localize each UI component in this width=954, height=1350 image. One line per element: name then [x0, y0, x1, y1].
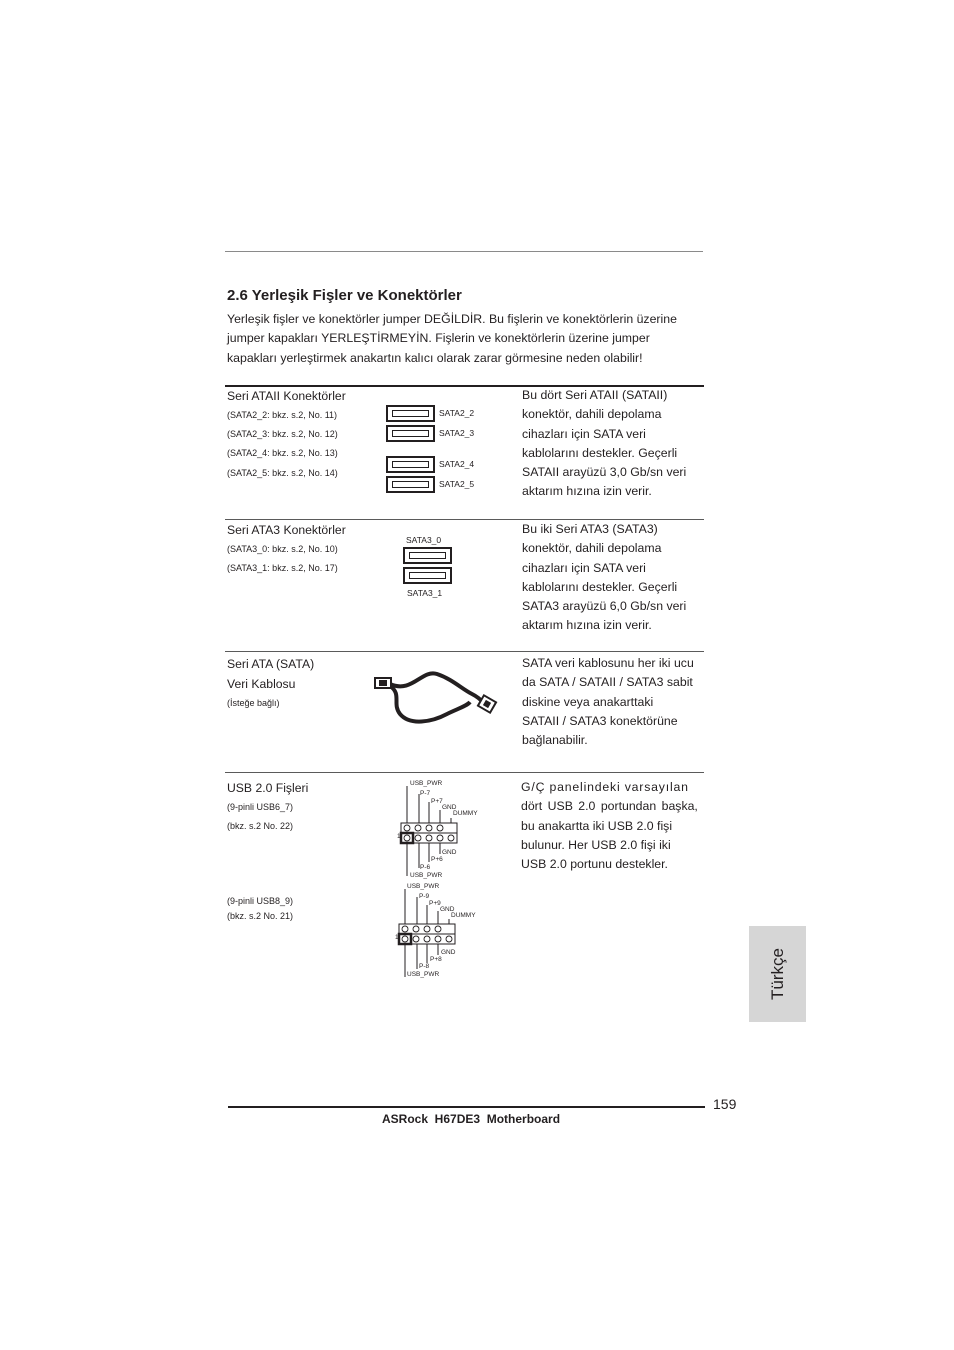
sataii-ref: (SATA2_2: bkz. s.2, No. 11) — [227, 410, 338, 420]
sata-port-icon — [386, 456, 435, 473]
desc-line: Bu iki Seri ATA3 (SATA3) — [522, 522, 658, 536]
desc-line: bağlanabilir. — [522, 733, 588, 748]
sataii-ref: (SATA2_5: bkz. s.2, No. 14) — [227, 468, 338, 478]
sata-port-label: SATA2_2 — [439, 408, 475, 418]
pin-label: GND — [442, 804, 457, 811]
desc-line: da SATA / SATAII / SATA3 sabit — [522, 675, 693, 690]
desc-line: SATA3 arayüzü 6,0 Gb/sn veri — [522, 599, 687, 614]
language-tab-label: Türkçe — [767, 948, 787, 1000]
desc-line: dört USB 2.0 portundan başka, — [521, 799, 698, 814]
sataii-description — [522, 386, 706, 502]
usb-ref: (bkz. s.2 No. 22) — [227, 821, 294, 831]
sata-port-label: SATA2_5 — [439, 479, 475, 489]
sata-port-icon — [386, 476, 435, 493]
sata-port-icon — [403, 567, 452, 584]
desc-line: SATAII arayüzü 3,0 Gb/sn veri — [522, 465, 687, 480]
sata-port-icon — [386, 425, 435, 442]
language-tab — [749, 926, 806, 1022]
sata-port-label: SATA3_0 — [406, 535, 442, 545]
desc-line: bulunur. Her USB 2.0 fişi iki — [521, 837, 671, 852]
intro-line: Yerleşik fişler ve konektörler jumper DEĞİLDİR. Bu fişlerin ve konektörlerin üzerine — [227, 312, 677, 326]
pin-label: P-8 — [419, 963, 430, 970]
top-divider — [225, 251, 703, 252]
pin-label: USB_PWR — [407, 883, 440, 890]
pin-label: P+6 — [431, 856, 443, 863]
desc-line: aktarım hızına izin verir. — [522, 618, 652, 633]
pin-label: P-9 — [419, 893, 430, 900]
sata-port-label: SATA2_4 — [439, 459, 475, 469]
sata-port-label: SATA2_3 — [439, 428, 475, 438]
cable-label: Veri Kablosu — [227, 677, 296, 691]
pin-label: P-7 — [420, 790, 431, 797]
intro-paragraph — [227, 310, 707, 368]
pin-label: P+8 — [430, 956, 442, 963]
desc-line: USB 2.0 portunu destekler. — [521, 857, 668, 872]
pin-label: P+7 — [431, 798, 443, 805]
cable-note: (İsteğe bağlı) — [227, 698, 280, 708]
cable-label: Seri ATA (SATA) — [227, 657, 315, 671]
section-title: 2.6 Yerleşik Fişler ve Konektörler — [227, 287, 462, 304]
pin-label: USB_PWR — [410, 872, 443, 879]
pin-label: DUMMY — [451, 912, 476, 919]
sata-port-icon — [403, 547, 452, 564]
desc-line: cihazları için SATA veri — [522, 560, 646, 575]
pin-label: GND — [441, 949, 456, 956]
desc-line: kablolarını destekler. Geçerli — [522, 579, 678, 594]
pin-label: DUMMY — [453, 810, 478, 817]
sataii-label: Seri ATAII Konektörler — [227, 389, 346, 403]
desc-line: konektör, dahili depolama — [522, 407, 662, 422]
usb-label: USB 2.0 Fişleri — [227, 781, 309, 795]
usb-description — [521, 778, 703, 874]
desc-line: Bu dört Seri ATAII (SATAII) — [522, 388, 668, 402]
page-number: 159 — [713, 1096, 737, 1112]
pin-one-marker: 1 — [397, 833, 401, 840]
usb-ref: (9-pinli USB8_9) — [227, 896, 294, 906]
usb-header-lines — [393, 883, 483, 983]
desc-line: G/Ç panelindeki varsayılan — [521, 780, 689, 794]
sata-cable-icon — [372, 664, 498, 734]
sata3-ref: (SATA3_1: bkz. s.2, No. 17) — [227, 563, 338, 573]
desc-line: kablolarını destekler. Geçerli — [522, 445, 678, 460]
usb-header-diagram — [393, 883, 483, 983]
pin-label: USB_PWR — [407, 971, 440, 978]
pin-label: P+9 — [429, 900, 441, 907]
sata3-ref: (SATA3_0: bkz. s.2, No. 10) — [227, 544, 338, 554]
usb-header-lines — [395, 780, 485, 880]
desc-line: diskine veya anakarttaki — [522, 694, 654, 709]
pin-one-marker: 1 — [395, 934, 399, 941]
sata3-description — [522, 520, 706, 636]
desc-line: bu anakartta iki USB 2.0 fişi — [521, 818, 673, 833]
usb-ref: (bkz. s.2 No. 21) — [227, 911, 294, 921]
cable-description — [522, 654, 706, 750]
desc-line: SATAII / SATA3 konektörüne — [522, 713, 678, 728]
section-divider — [225, 772, 704, 773]
pin-label: GND — [442, 849, 457, 856]
desc-line: konektör, dahili depolama — [522, 541, 662, 556]
sataii-ref: (SATA2_3: bkz. s.2, No. 12) — [227, 429, 338, 439]
usb-ref: (9-pinli USB6_7) — [227, 802, 294, 812]
footer-title: ASRock H67DE3 Motherboard — [382, 1112, 561, 1126]
section-divider — [225, 651, 704, 652]
usb-header-diagram — [395, 780, 485, 880]
pin-label: P-6 — [420, 864, 431, 871]
pin-label: GND — [440, 906, 455, 913]
sata-port-icon — [386, 405, 435, 422]
desc-line: cihazları için SATA veri — [522, 426, 646, 441]
desc-line: aktarım hızına izin verir. — [522, 484, 652, 499]
intro-line: jumper kapakları YERLEŞTİRMEYİN. Fişlerin ve konektörlerin üzerine jumper — [227, 331, 650, 346]
sata-port-label: SATA3_1 — [407, 588, 443, 598]
intro-line: kapakları yerleştirmek anakartın kalıcı olarak zarar görmesine neden olabilir! — [227, 350, 643, 365]
sata3-label: Seri ATA3 Konektörler — [227, 523, 346, 537]
desc-line: SATA veri kablosunu her iki ucu — [522, 656, 694, 670]
pin-label: USB_PWR — [410, 780, 443, 787]
sataii-ref: (SATA2_4: bkz. s.2, No. 13) — [227, 448, 338, 458]
footer-divider — [228, 1106, 705, 1108]
